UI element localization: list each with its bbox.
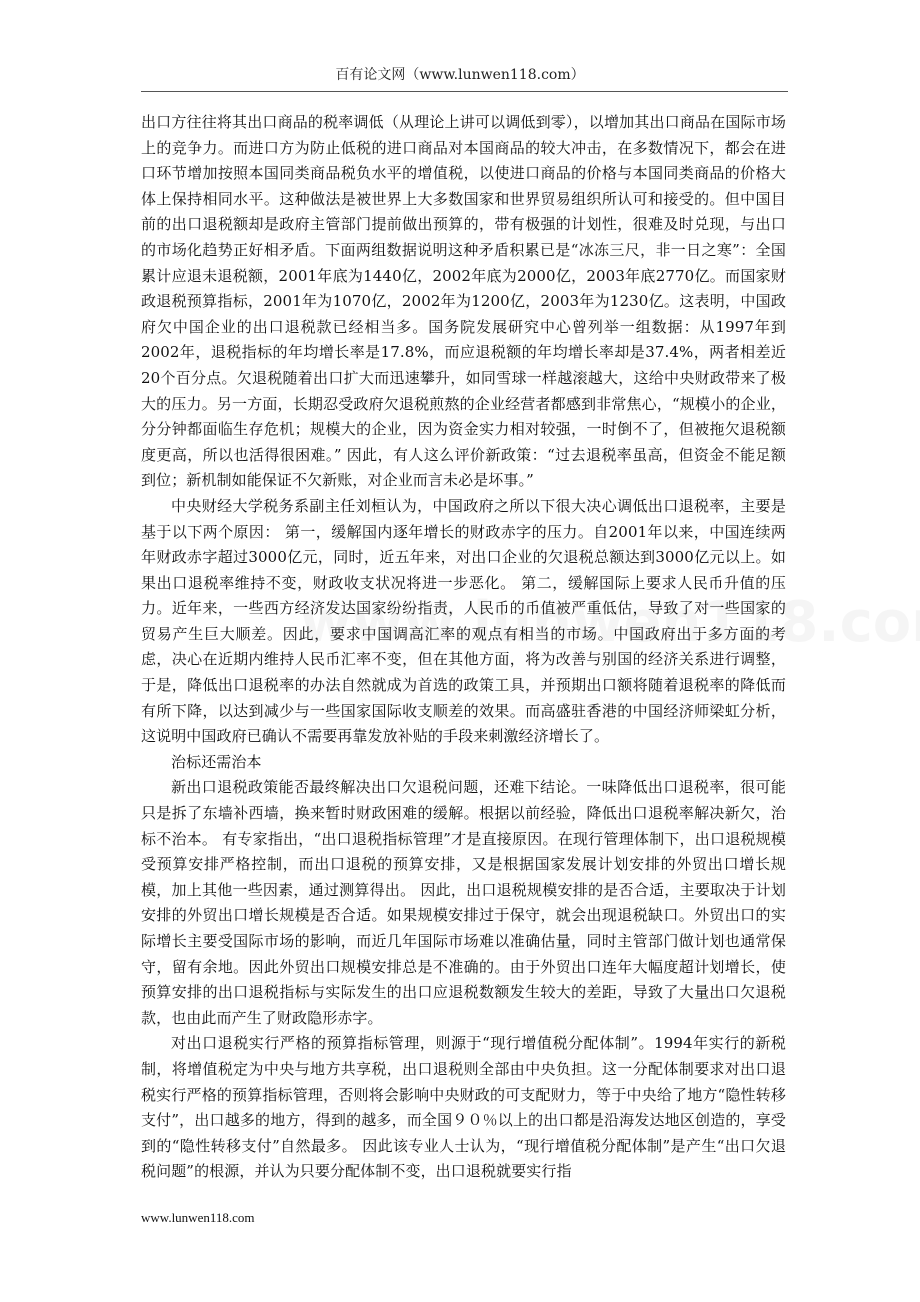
section-heading: 治标还需治本 <box>171 752 262 771</box>
page-footer-url: www.lunwen118.com <box>141 1210 255 1225</box>
article-body <box>141 110 786 1185</box>
paragraph-4: 对出口退税实行严格的预算指标管理，则源于“现行增值税分配体制”。1994年实行的新税制，将增值税定为中央与地方共享税，出口退税则全部由中央负担。这一分配体制要求对出口退税实行严格的预算指标管理，否则将会影响中央财政的可支配财力，等于中央给了地方“隐性转移支付”，出口越多的地方，得到的越多，而全国９０％以上的出口都是沿海发达地区创造的，享受到的“隐性转移支付”自然最多。 因此该专业人士认为，“现行增值税分配体制”是产生“出口欠退税问题”的根源，并认为只要分配体制不变，出口退税就要实行指 <box>141 1034 786 1181</box>
paragraph-1: 出口方往往将其出口商品的税率调低（从理论上讲可以调低到零），以增加其出口商品在国际市场上的竞争力。而进口方为防止低税的进口商品对本国商品的较大冲击，在多数情况下，都会在进口环节增加按照本国同类商品税负水平的增值税，以使进口商品的价格与本国同类商品的价格大体上保持相同水平。这种做法是被世界上大多数国家和世界贸易组织所认可和接受的。但中国目前的出口退税额却是政府主管部门提前做出预算的，带有极强的计划性，很难及时兑现，与出口的市场化趋势正好相矛盾。下面两组数据说明这种矛盾积累已是“冰冻三尺，非一日之寒”：全国累计应退未退税额，2001年底为1440亿，2002年底为2000亿，2003年底2770亿。而国家财政退税预算指标，2001年为1070亿，2002年为1200亿，2003年为1230亿。这表明，中国政府欠中国企业的出口退税款已经相当多。国务院发展研究中心曾列举一组数据：从1997年到2002年，退税指标的年均增长率是17.8%，而应退税额的年均增长率却是37.4%，两者相差近20个百分点。欠退税随着出口扩大而迅速攀升，如同雪球一样越滚越大，这给中央财政带来了极大的压力。另一方面，长期忍受政府欠退税煎熬的企业经营者都感到非常焦心，“规模小的企业，分分钟都面临生存危机；规模大的企业，因为资金实力相对较强，一时倒不了，但被拖欠退税额度更高，所以也活得很困难。” 因此，有人这么评价新政策：“过去退税率虽高，但资金不能足额到位；新机制如能保证不欠新账，对企业而言未必是坏事。” <box>141 113 786 490</box>
paragraph-2: 中央财经大学税务系副主任刘桓认为，中国政府之所以下很大决心调低出口退税率，主要是基于以下两个原因： 第一，缓解国内逐年增长的财政赤字的压力。自2001年以来，中国连续两年财政赤字超过3000亿元，同时，近五年来，对出口企业的欠退税总额达到3000亿元以上。如果出口退税率维持不变，财政收支状况将进一步恶化。 第二，缓解国际上要求人民币升值的压力。近年来，一些西方经济发达国家纷纷指责，人民币的币值被严重低估，导致了对一些国家的贸易产生巨大顺差。因此，要求中国调高汇率的观点有相当的市场。中国政府出于多方面的考虑，决心在近期内维持人民币汇率不变，但在其他方面，将为改善与别国的经济关系进行调整，于是，降低出口退税率的办法自然就成为首选的政策工具，并预期出口额将随着退税率的降低而有所下降，以达到减少与一些国家国际收支顺差的效果。而高盛驻香港的中国经济师梁虹分析，这说明中国政府已确认不需要再靠发放补贴的手段来刺激经济增长了。 <box>141 496 786 746</box>
page-header: 百有论文网（www.lunwen118.com） <box>335 67 585 83</box>
paragraph-3: 新出口退税政策能否最终解决出口欠退税问题，还难下结论。一味降低出口退税率，很可能只是拆了东墙补西墙，换来暂时财政困难的缓解。根据以前经验，降低出口退税率解决新欠，治标不治本。 有专家指出，“出口退税指标管理”才是直接原因。在现行管理体制下，出口退税规模受预算安排严格控制，而出口退税的预算安排，又是根据国家发展计划安排的外贸出口增长规模，加上其他一些因素，通过测算得出。 因此，出口退税规模安排的是否合适，主要取决于计划安排的外贸出口增长规模是否合适。如果规模安排过于保守，就会出现退税缺口。外贸出口的实际增长主要受国际市场的影响，而近几年国际市场难以准确估量，同时主管部门做计划也通常保守，留有余地。因此外贸出口规模安排总是不准确的。由于外贸出口连年大幅度超计划增长，使预算安排的出口退税指标与实际发生的出口应退税数额发生较大的差距，导致了大量出口欠退税款，也由此而产生了财政隐形赤字。 <box>141 778 786 1027</box>
header-divider <box>141 91 788 92</box>
